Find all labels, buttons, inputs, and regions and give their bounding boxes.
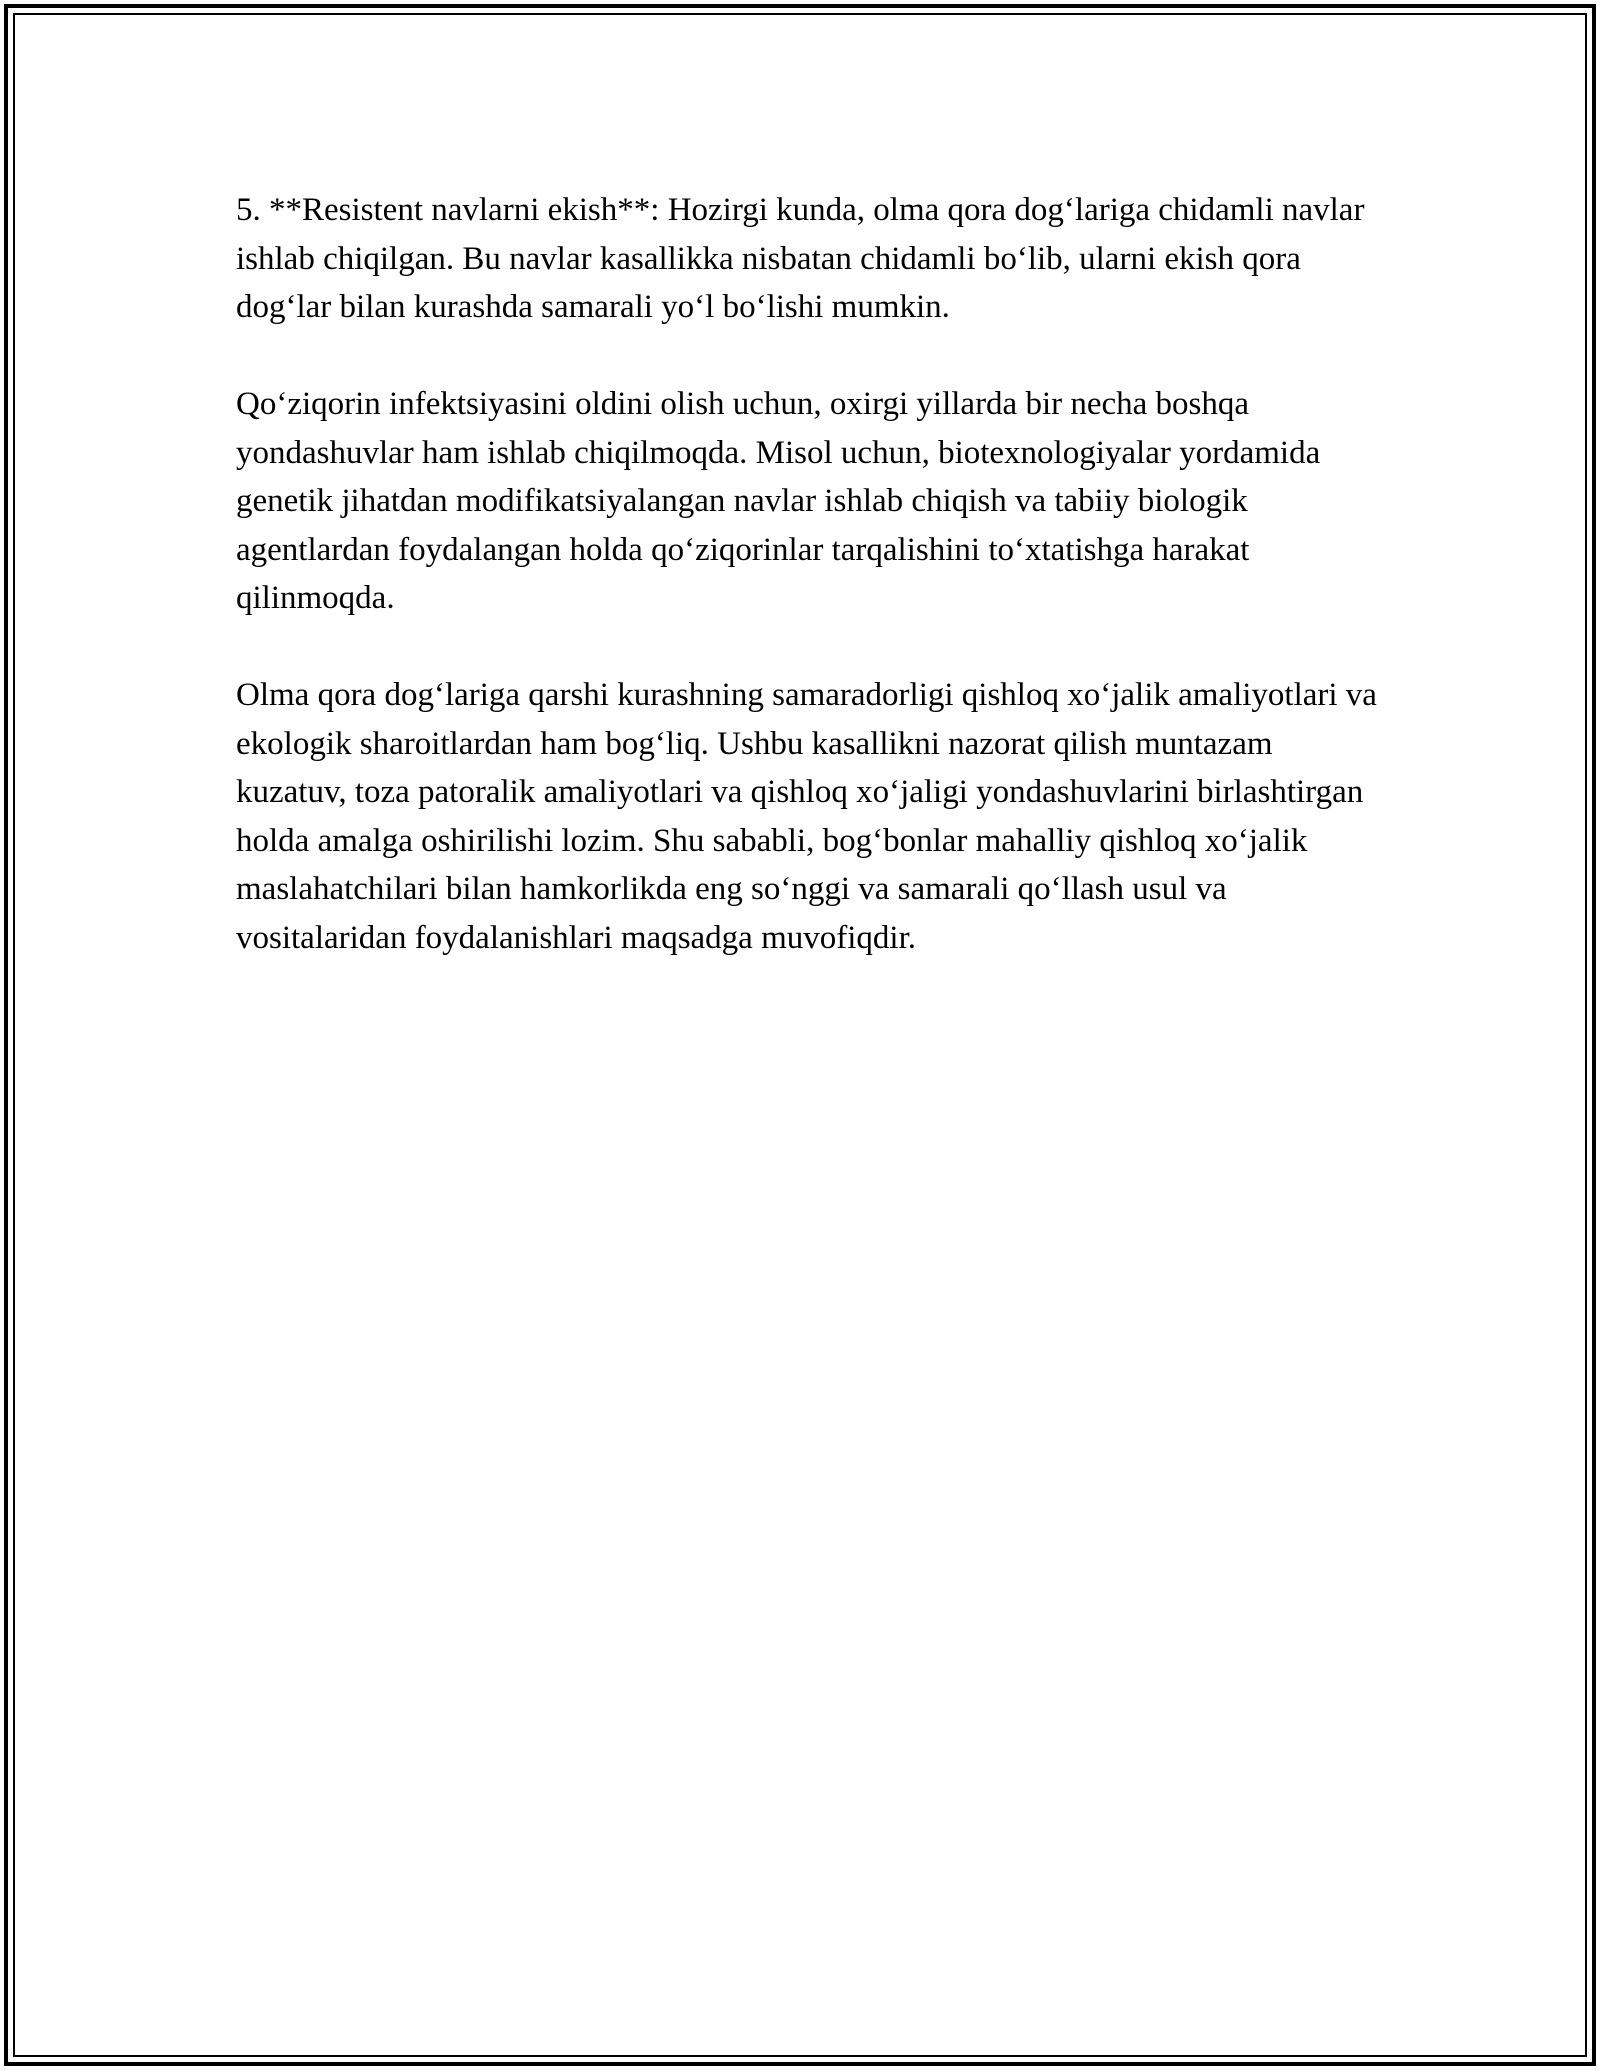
paragraph-control-effectiveness: Olma qora dog‘lariga qarshi kurashning samaradorligi qishloq xo‘jalik amaliyotlari va ekologik sharoitlardan ham bog‘liq. Ushbu kasallikni nazorat qilish muntazam kuzatuv, toza patoralik amaliyotlari va qishloq xo‘jaligi yondashuvlarini birlashtirgan holda amalga oshirilishi lozim. Shu sababli, bog‘bonlar mahalliy qishloq xo‘jalik maslahatchilari bilan hamkorlikda eng so‘nggi va samarali qo‘llash usul va vositalaridan foydalanishlari maqsadga muvofiqdir. <box>236 677 1377 956</box>
paragraph-resistant-varieties: 5. **Resistent navlarni ekish**: Hozirgi kunda, olma qora dog‘lariga chidamli navlar ishlab chiqilgan. Bu navlar kasallikka nisbatan chidamli bo‘lib, ularni ekish qora dog‘lar bilan kurashda samarali yo‘l bo‘lishi mumkin. <box>236 192 1365 325</box>
paragraph-fungal-infection-prevention: Qo‘ziqorin infektsiyasini oldini olish uchun, oxirgi yillarda bir necha boshqa yondashuvlar ham ishlab chiqilmoqda. Misol uchun, biotexnologiyalar yordamida genetik jihatdan modifikatsiyalangan navlar ishlab chiqish va tabiiy biologik agentlardan foydalangan holda qo‘ziqorinlar tarqalishini to‘xtatishga harakat qilinmoqda. <box>236 386 1321 616</box>
document-body <box>236 186 1386 1011</box>
